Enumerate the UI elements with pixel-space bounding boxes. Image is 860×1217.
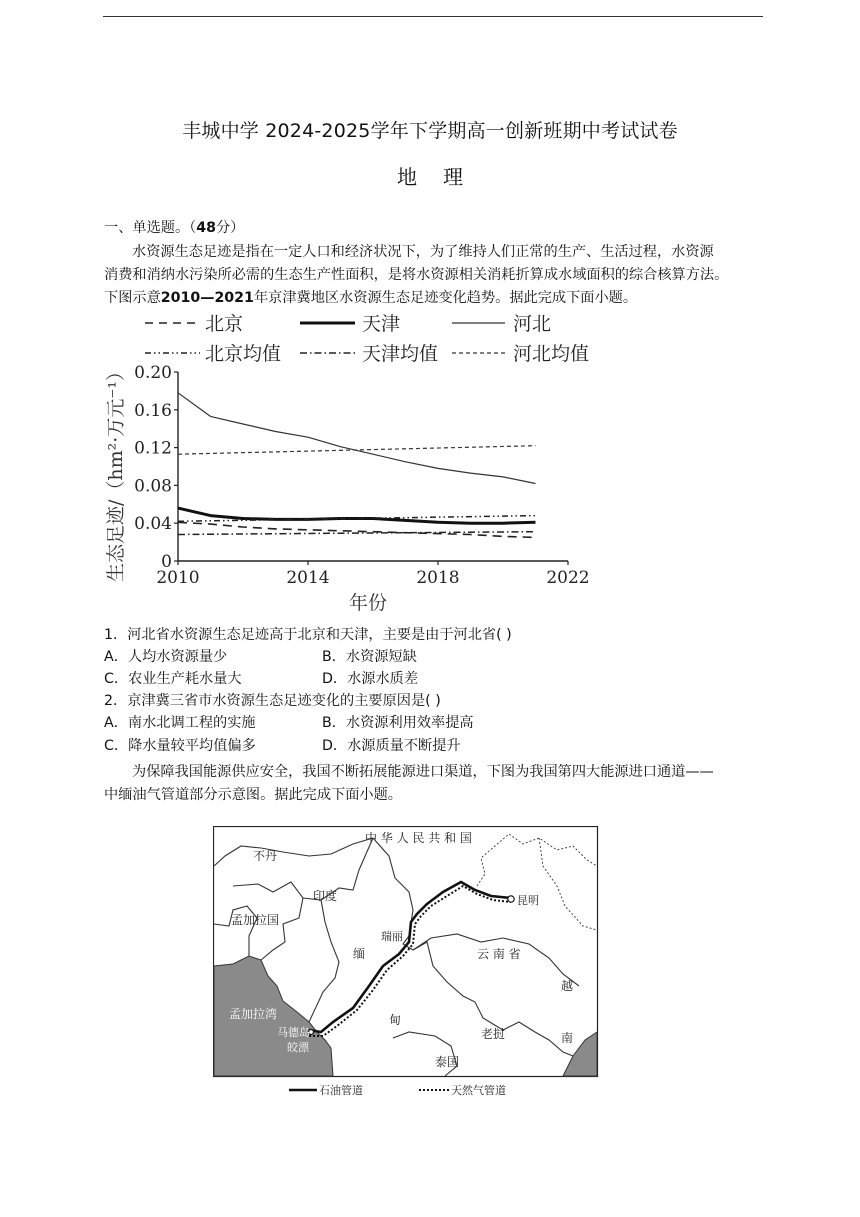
series-line-5 — [178, 446, 536, 455]
top-rule — [103, 16, 763, 17]
passage1-years: 2010—2021 — [160, 290, 254, 306]
q2-option-d[interactable]: D．水源质量不断提升 — [322, 738, 461, 754]
label-made-island: 马德岛 — [277, 1026, 310, 1039]
passage2-line1: 为保障我国能源供应安全，我国不断拓展能源进口渠道，下图为我国第四大能源进口通道—— — [132, 764, 714, 780]
series-line-4 — [178, 532, 536, 535]
label-vietnam-2: 南 — [561, 1031, 574, 1045]
footprint-line-chart — [100, 306, 620, 616]
subject-title: 地理 — [397, 165, 489, 189]
q1-option-d[interactable]: D．水源水质差 — [322, 671, 419, 687]
y-tick-label: 0.08 — [134, 476, 172, 497]
series-line-1 — [178, 508, 536, 523]
y-tick-label: 0.12 — [134, 438, 172, 459]
legend-label-tianjin: 天津 — [362, 313, 401, 335]
passage1-line2: 消费和消纳水污染所必需的生态生产性面积，是将水资源相关消耗折算成水域面积的综合核算方法。 — [104, 267, 729, 283]
label-vietnam-1: 越 — [561, 979, 574, 993]
x-tick-label: 2014 — [286, 568, 330, 588]
q2-option-b[interactable]: B．水资源利用效率提高 — [322, 715, 474, 731]
label-thailand: 泰国 — [435, 1055, 460, 1069]
x-tick-label: 2010 — [156, 568, 200, 588]
y-axis-label: 生态足迹/（hm²·万元⁻¹） — [105, 362, 127, 582]
legend-oil-label: 石油管道 — [319, 1084, 363, 1097]
label-bhutan: 不丹 — [253, 849, 278, 863]
q1-option-b[interactable]: B．水资源短缺 — [322, 649, 417, 665]
legend-gas-label: 天然气管道 — [451, 1084, 506, 1097]
legend-label-tianjin-mean: 天津均值 — [362, 343, 439, 365]
kunming-marker — [508, 896, 514, 902]
q2-option-c[interactable]: C．降水量较平均值偏多 — [104, 738, 256, 754]
passage1-line1: 水资源生态足迹是指在一定人口和经济状况下，为了维持人们正常的生产、生活过程，水资源 — [132, 244, 714, 260]
q1-option-a[interactable]: A．人均水资源量少 — [104, 649, 228, 665]
section-score: 48 — [196, 220, 216, 236]
series-line-2 — [178, 393, 536, 484]
x-tick-label: 2022 — [546, 568, 590, 588]
label-bangladesh: 孟加拉国 — [231, 913, 280, 927]
label-myanmar-2: 甸 — [389, 1013, 402, 1027]
legend-label-hebei-mean: 河北均值 — [513, 343, 590, 365]
label-yunnan: 云 南 省 — [477, 947, 521, 961]
chart-axes — [134, 363, 589, 588]
q1-stem: 1．河北省水资源生态足迹高于北京和天津，主要是由于河北省( ) — [104, 627, 512, 643]
label-india: 印度 — [313, 889, 338, 903]
q2-stem: 2．京津冀三省市水资源生态足迹变化的主要原因是( ) — [104, 693, 441, 709]
y-tick-label: 0 — [161, 552, 172, 572]
x-axis-label: 年份 — [348, 592, 388, 614]
q1-option-c[interactable]: C．农业生产耗水量大 — [104, 671, 242, 687]
x-tick-label: 2018 — [416, 568, 460, 588]
q2-option-a[interactable]: A．南水北调工程的实施 — [104, 715, 256, 731]
label-ruili: 瑞丽 — [381, 930, 403, 943]
passage1-line3-post: 年京津冀地区水资源生态足迹变化趋势。据此完成下面小题。 — [253, 290, 638, 306]
y-tick-label: 0.04 — [134, 514, 172, 535]
label-bay: 孟加拉湾 — [229, 1007, 278, 1021]
label-myanmar-1: 缅 — [353, 947, 366, 961]
legend-label-beijing-mean: 北京均值 — [205, 343, 282, 365]
chart-series — [178, 393, 536, 538]
label-china: 中 华 人 民 共 和 国 — [365, 831, 472, 845]
pipeline-map — [213, 826, 599, 1100]
section-heading — [104, 217, 764, 240]
label-laos: 老挝 — [481, 1027, 506, 1041]
y-tick-label: 0.20 — [134, 363, 172, 383]
chart-legend — [145, 313, 589, 365]
legend-label-hebei: 河北 — [513, 313, 552, 335]
passage2-line2: 中缅油气管道部分示意图。据此完成下面小题。 — [104, 787, 402, 803]
y-tick-label: 0.16 — [134, 400, 172, 421]
label-kunming: 昆明 — [517, 894, 539, 907]
legend-label-beijing: 北京 — [205, 313, 244, 335]
section-heading-text: 一、单选题。（ — [104, 220, 197, 236]
passage1-line3-pre: 下图示意 — [104, 290, 161, 306]
section-score-suffix: 分） — [215, 220, 245, 236]
label-kyaukphyu: 皎漂 — [287, 1041, 309, 1054]
exam-title: 丰城中学 2024-2025学年下学期高一创新班期中考试试卷 — [182, 120, 678, 142]
